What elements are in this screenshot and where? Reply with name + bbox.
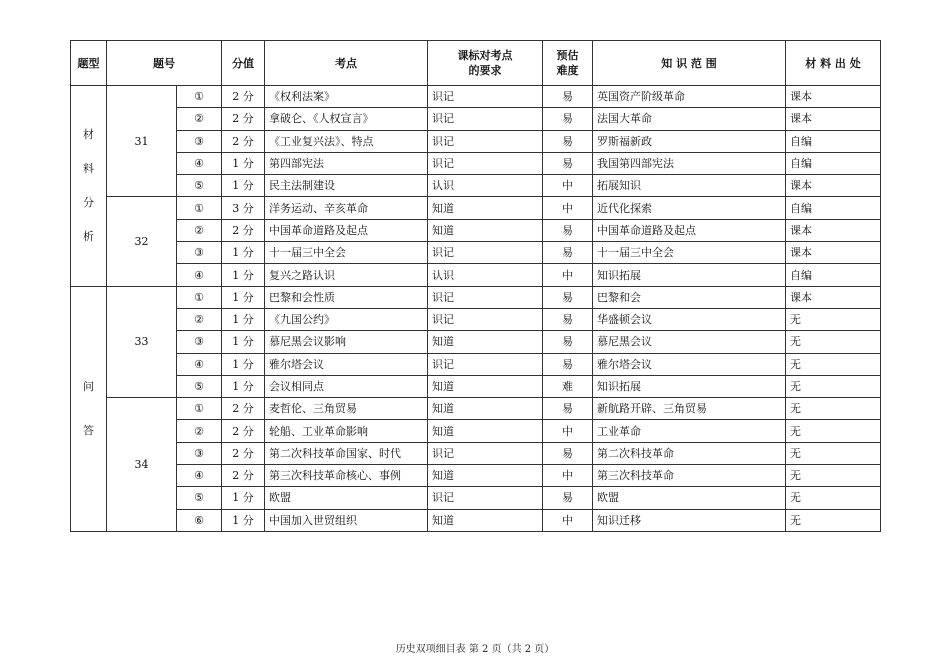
difficulty-cell: 难 — [543, 375, 593, 397]
sub-question-number: ② — [177, 108, 222, 130]
sub-question-number: ② — [177, 420, 222, 442]
knowledge-scope-cell: 英国资产阶级革命 — [593, 86, 786, 108]
material-source-cell: 自编 — [786, 264, 881, 286]
requirement-cell: 识记 — [428, 242, 543, 264]
question-type-char: 答 — [83, 423, 94, 437]
score-cell: 1 分 — [222, 175, 265, 197]
exam-point-cell: 欧盟 — [265, 487, 428, 509]
knowledge-scope-cell: 雅尔塔会议 — [593, 353, 786, 375]
difficulty-cell: 中 — [543, 264, 593, 286]
knowledge-scope-cell: 第三次科技革命 — [593, 465, 786, 487]
table-row — [71, 331, 881, 353]
difficulty-cell: 易 — [543, 353, 593, 375]
sub-question-number: ⑤ — [177, 375, 222, 397]
material-source-cell: 无 — [786, 331, 881, 353]
difficulty-cell: 易 — [543, 152, 593, 174]
table-row — [71, 242, 881, 264]
header-scope: 知 识 范 围 — [593, 41, 786, 86]
requirement-cell: 识记 — [428, 152, 543, 174]
knowledge-scope-cell: 知识迁移 — [593, 509, 786, 531]
exam-point-cell: 复兴之路认识 — [265, 264, 428, 286]
difficulty-cell: 中 — [543, 175, 593, 197]
question-number: 32 — [107, 197, 177, 286]
score-cell: 2 分 — [222, 108, 265, 130]
difficulty-cell: 易 — [543, 308, 593, 330]
difficulty-cell: 中 — [543, 509, 593, 531]
knowledge-scope-cell: 欧盟 — [593, 487, 786, 509]
exam-point-cell: 《工业复兴法》、特点 — [265, 130, 428, 152]
question-number: 34 — [107, 398, 177, 532]
difficulty-cell: 易 — [543, 130, 593, 152]
exam-point-cell: 第三次科技革命核心、事例 — [265, 465, 428, 487]
header-source: 材 料 出 处 — [786, 41, 881, 86]
requirement-cell: 知道 — [428, 509, 543, 531]
difficulty-cell: 易 — [543, 487, 593, 509]
score-cell: 1 分 — [222, 353, 265, 375]
header-score: 分值 — [222, 41, 265, 86]
header-requirement: 课标对考点的要求 — [428, 41, 543, 86]
question-type-label — [83, 118, 94, 254]
exam-point-cell: 雅尔塔会议 — [265, 353, 428, 375]
score-cell: 2 分 — [222, 465, 265, 487]
requirement-cell: 认识 — [428, 264, 543, 286]
requirement-cell: 识记 — [428, 487, 543, 509]
score-cell: 2 分 — [222, 130, 265, 152]
table-row — [71, 442, 881, 464]
material-source-cell: 自编 — [786, 130, 881, 152]
question-type-char: 问 — [83, 379, 94, 393]
requirement-cell: 知道 — [428, 420, 543, 442]
requirement-cell: 知道 — [428, 219, 543, 241]
sub-question-number: ③ — [177, 242, 222, 264]
material-source-cell: 课本 — [786, 219, 881, 241]
table-row — [71, 398, 881, 420]
exam-point-cell: 第二次科技革命国家、时代 — [265, 442, 428, 464]
sub-question-number: ④ — [177, 152, 222, 174]
sub-question-number: ① — [177, 398, 222, 420]
score-cell: 1 分 — [222, 375, 265, 397]
header-number: 题号 — [107, 41, 222, 86]
sub-question-number: ① — [177, 197, 222, 219]
material-source-cell: 无 — [786, 353, 881, 375]
material-source-cell: 无 — [786, 465, 881, 487]
difficulty-cell: 中 — [543, 420, 593, 442]
difficulty-cell: 易 — [543, 331, 593, 353]
material-source-cell: 自编 — [786, 152, 881, 174]
table-row — [71, 175, 881, 197]
requirement-cell: 识记 — [428, 442, 543, 464]
knowledge-scope-cell: 十一届三中全会 — [593, 242, 786, 264]
requirement-cell: 识记 — [428, 308, 543, 330]
score-cell: 2 分 — [222, 398, 265, 420]
knowledge-scope-cell: 工业革命 — [593, 420, 786, 442]
knowledge-scope-cell: 法国大革命 — [593, 108, 786, 130]
sub-question-number: ② — [177, 308, 222, 330]
knowledge-scope-cell: 巴黎和会 — [593, 286, 786, 308]
requirement-cell: 识记 — [428, 286, 543, 308]
requirement-cell: 识记 — [428, 108, 543, 130]
material-source-cell: 无 — [786, 375, 881, 397]
knowledge-scope-cell: 罗斯福新政 — [593, 130, 786, 152]
header-type: 题型 — [71, 41, 107, 86]
spec-table — [70, 40, 881, 532]
score-cell: 1 分 — [222, 152, 265, 174]
score-cell: 2 分 — [222, 219, 265, 241]
requirement-cell: 知道 — [428, 465, 543, 487]
knowledge-scope-cell: 近代化探索 — [593, 197, 786, 219]
sub-question-number: ③ — [177, 442, 222, 464]
score-cell: 2 分 — [222, 420, 265, 442]
question-type-char: 析 — [83, 229, 94, 243]
difficulty-cell: 中 — [543, 197, 593, 219]
material-source-cell: 无 — [786, 509, 881, 531]
material-source-cell: 课本 — [786, 242, 881, 264]
difficulty-cell: 易 — [543, 108, 593, 130]
material-source-cell: 自编 — [786, 197, 881, 219]
score-cell: 1 分 — [222, 308, 265, 330]
table-row — [71, 130, 881, 152]
difficulty-cell: 易 — [543, 242, 593, 264]
exam-point-cell: 《权利法案》 — [265, 86, 428, 108]
requirement-cell: 知道 — [428, 197, 543, 219]
sub-question-number: ① — [177, 86, 222, 108]
table-row — [71, 108, 881, 130]
material-source-cell: 课本 — [786, 286, 881, 308]
knowledge-scope-cell: 中国革命道路及起点 — [593, 219, 786, 241]
question-number: 33 — [107, 286, 177, 397]
exam-point-cell: 中国革命道路及起点 — [265, 219, 428, 241]
requirement-cell: 知道 — [428, 398, 543, 420]
material-source-cell: 课本 — [786, 108, 881, 130]
table-row — [71, 487, 881, 509]
exam-point-cell: 轮船、工业革命影响 — [265, 420, 428, 442]
table-row — [71, 353, 881, 375]
exam-point-cell: 拿破仑、《人权宣言》 — [265, 108, 428, 130]
score-cell: 1 分 — [222, 331, 265, 353]
sub-question-number: ① — [177, 286, 222, 308]
table-row — [71, 375, 881, 397]
sub-question-number: ④ — [177, 264, 222, 286]
knowledge-scope-cell: 慕尼黑会议 — [593, 331, 786, 353]
header-difficulty: 预估难度 — [543, 41, 593, 86]
question-type-char: 分 — [83, 195, 94, 209]
question-type-char: 材 — [83, 127, 94, 141]
table-row — [71, 152, 881, 174]
exam-point-cell: 十一届三中全会 — [265, 242, 428, 264]
sub-question-number: ⑤ — [177, 175, 222, 197]
material-source-cell: 无 — [786, 308, 881, 330]
sub-question-number: ④ — [177, 353, 222, 375]
difficulty-cell: 中 — [543, 465, 593, 487]
material-source-cell: 课本 — [786, 86, 881, 108]
score-cell: 3 分 — [222, 197, 265, 219]
material-source-cell: 无 — [786, 487, 881, 509]
difficulty-cell: 易 — [543, 219, 593, 241]
difficulty-cell: 易 — [543, 86, 593, 108]
exam-point-cell: 中国加入世贸组织 — [265, 509, 428, 531]
table-row — [71, 509, 881, 531]
sub-question-number: ② — [177, 219, 222, 241]
material-source-cell: 无 — [786, 420, 881, 442]
header-row — [71, 41, 881, 86]
material-source-cell: 无 — [786, 398, 881, 420]
exam-point-cell: 慕尼黑会议影响 — [265, 331, 428, 353]
material-source-cell: 无 — [786, 442, 881, 464]
table-row — [71, 219, 881, 241]
knowledge-scope-cell: 我国第四部宪法 — [593, 152, 786, 174]
requirement-cell: 知道 — [428, 375, 543, 397]
table-row — [71, 420, 881, 442]
score-cell: 1 分 — [222, 487, 265, 509]
exam-point-cell: 第四部宪法 — [265, 152, 428, 174]
difficulty-cell: 易 — [543, 398, 593, 420]
knowledge-scope-cell: 第二次科技革命 — [593, 442, 786, 464]
sub-question-number: ④ — [177, 465, 222, 487]
difficulty-cell: 易 — [543, 442, 593, 464]
exam-point-cell: 洋务运动、辛亥革命 — [265, 197, 428, 219]
score-cell: 2 分 — [222, 442, 265, 464]
sub-question-number: ③ — [177, 331, 222, 353]
requirement-cell: 识记 — [428, 353, 543, 375]
question-type-label — [83, 365, 94, 453]
requirement-cell: 识记 — [428, 130, 543, 152]
table-row — [71, 465, 881, 487]
exam-point-cell: 《九国公约》 — [265, 308, 428, 330]
table-row — [71, 197, 881, 219]
exam-point-cell: 麦哲伦、三角贸易 — [265, 398, 428, 420]
material-source-cell: 课本 — [786, 175, 881, 197]
question-type-cell — [71, 86, 107, 287]
header-point: 考点 — [265, 41, 428, 86]
score-cell: 2 分 — [222, 86, 265, 108]
knowledge-scope-cell: 华盛顿会议 — [593, 308, 786, 330]
table-row — [71, 308, 881, 330]
requirement-cell: 识记 — [428, 86, 543, 108]
requirement-cell: 知道 — [428, 331, 543, 353]
score-cell: 1 分 — [222, 264, 265, 286]
requirement-cell: 认识 — [428, 175, 543, 197]
exam-point-cell: 会议相同点 — [265, 375, 428, 397]
page-footer: 历史双项细目表 第 2 页（共 2 页） — [395, 644, 555, 655]
score-cell: 1 分 — [222, 509, 265, 531]
sub-question-number: ③ — [177, 130, 222, 152]
sub-question-number: ⑥ — [177, 509, 222, 531]
sub-question-number: ⑤ — [177, 487, 222, 509]
knowledge-scope-cell: 新航路开辟、三角贸易 — [593, 398, 786, 420]
question-type-cell — [71, 286, 107, 531]
exam-point-cell: 民主法制建设 — [265, 175, 428, 197]
question-number: 31 — [107, 86, 177, 197]
knowledge-scope-cell: 拓展知识 — [593, 175, 786, 197]
table-body — [71, 86, 881, 532]
table-row — [71, 86, 881, 108]
knowledge-scope-cell: 知识拓展 — [593, 264, 786, 286]
table-row — [71, 264, 881, 286]
exam-point-cell: 巴黎和会性质 — [265, 286, 428, 308]
question-type-char: 料 — [83, 161, 94, 175]
knowledge-scope-cell: 知识拓展 — [593, 375, 786, 397]
difficulty-cell: 易 — [543, 286, 593, 308]
score-cell: 1 分 — [222, 242, 265, 264]
score-cell: 1 分 — [222, 286, 265, 308]
table-row — [71, 286, 881, 308]
